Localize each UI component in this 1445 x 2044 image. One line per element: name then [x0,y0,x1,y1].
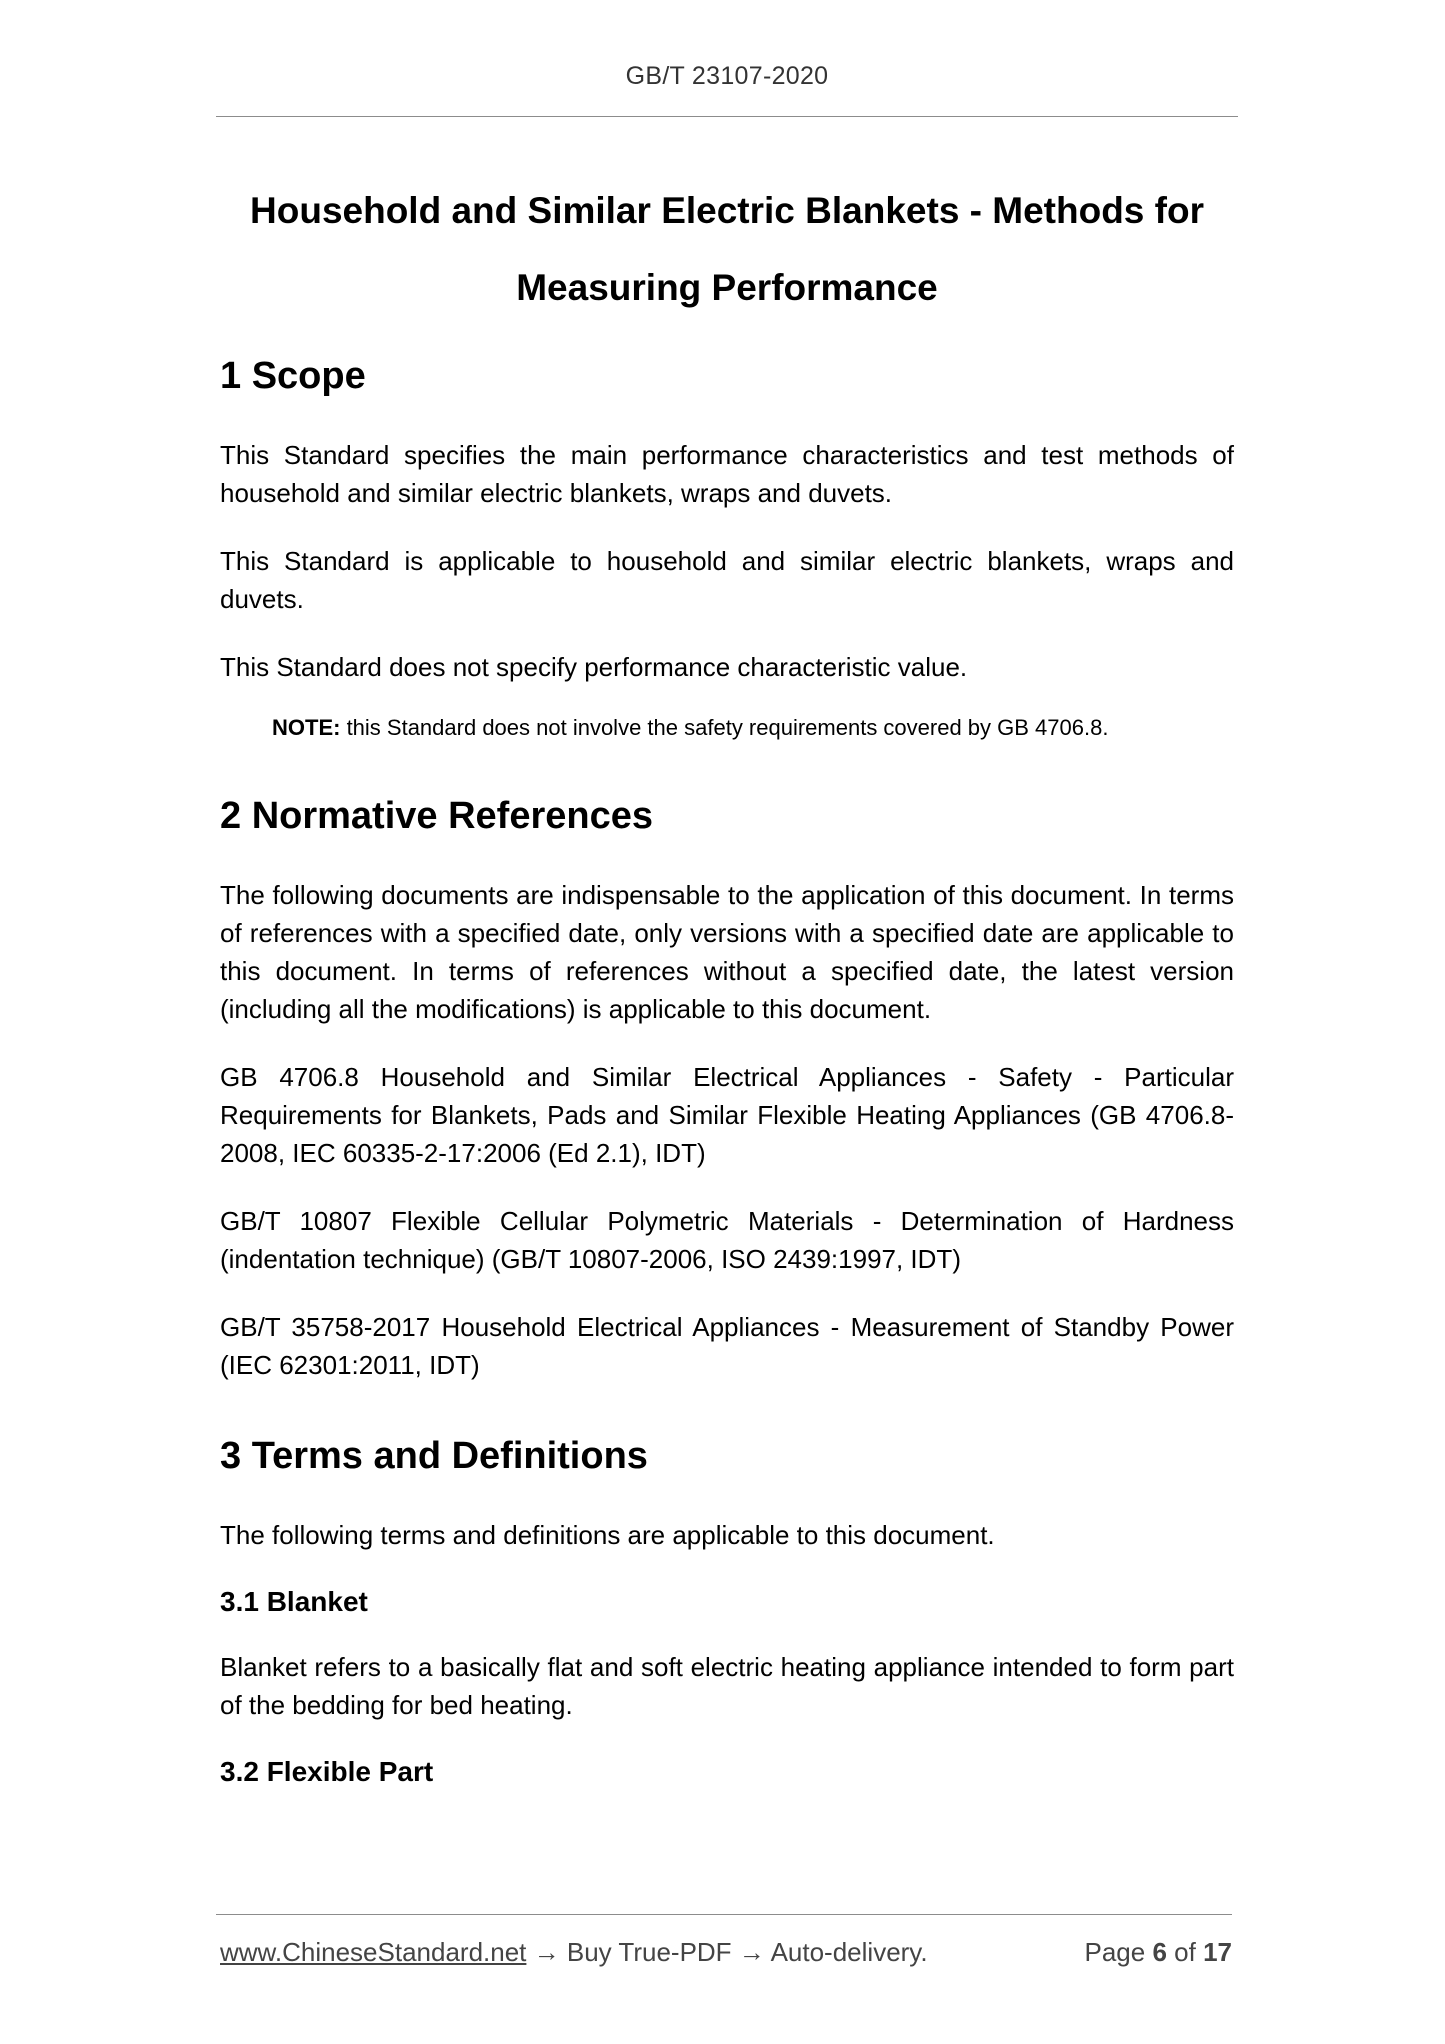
section-heading-scope: 1 Scope [220,355,366,397]
page-header: GB/T 23107-2020 [625,62,829,90]
reference-gbt-10807: GB/T 10807 Flexible Cellular Polymetric Materials - Determination of Hardness (indentation technique) (GB/T 10807-2006, ISO 2439:1997, IDT) [220,1206,1234,1274]
reference-gb-4706-8: GB 4706.8 Household and Similar Electrical Appliances - Safety - Particular Requirements for Blankets, Pads and Similar Flexible Heating Appliances (GB 4706.8-2008, IEC 60335-2-17:2006 (Ed 2.1), IDT) [220,1062,1234,1168]
footer-divider [216,1914,1232,1915]
scope-paragraph-2: This Standard is applicable to household and similar electric blankets, wraps and duvets. [220,546,1234,614]
footer-left [220,1937,928,1968]
note-text: this Standard does not involve the safety requirements covered by GB 4706.8. [340,715,1109,740]
section-heading-terms-definitions: 3 Terms and Definitions [220,1435,648,1477]
page-of-label: of [1174,1937,1196,1967]
document-title [216,172,1238,326]
document-title-line-2: Measuring Performance [516,267,938,308]
header-divider [216,116,1238,117]
footer-website-link[interactable]: www.ChineseStandard.net [220,1937,527,1967]
page-total: 17 [1203,1937,1232,1967]
scope-paragraph-1: This Standard specifies the main performance characteristics and test methods of household and similar electric blankets, wraps and duvets. [220,440,1234,508]
document-body [220,350,1234,1792]
page-number [1084,1937,1232,1968]
page-label: Page [1084,1937,1146,1967]
section-heading-normative-references: 2 Normative References [220,795,653,837]
scope-note [272,712,1234,744]
page-current: 6 [1152,1937,1167,1967]
term-heading-blanket: 3.1 Blanket [220,1586,368,1617]
scope-paragraph-3: This Standard does not specify performance characteristic value. [220,652,968,682]
terms-intro: The following terms and definitions are applicable to this document. [220,1520,995,1550]
term-heading-flexible-part: 3.2 Flexible Part [220,1756,434,1787]
document-title-line-1: Household and Similar Electric Blankets - Methods for [250,190,1204,231]
references-intro: The following documents are indispensable to the application of this document. In terms of references with a specified date, only versions with a specified date are applicable to this document. In terms of references without a specified date, the latest version (including all the modifications) is applicable to this document. [220,880,1234,1024]
note-label: NOTE: [272,715,341,740]
reference-gbt-35758: GB/T 35758-2017 Household Electrical Appliances - Measurement of Standby Power (IEC 62301:2011, IDT) [220,1312,1234,1380]
footer-promo-text: → Buy True-PDF → Auto-delivery. [526,1937,928,1967]
term-text-blanket: Blanket refers to a basically flat and soft electric heating appliance intended to form part of the bedding for bed heating. [220,1652,1234,1720]
